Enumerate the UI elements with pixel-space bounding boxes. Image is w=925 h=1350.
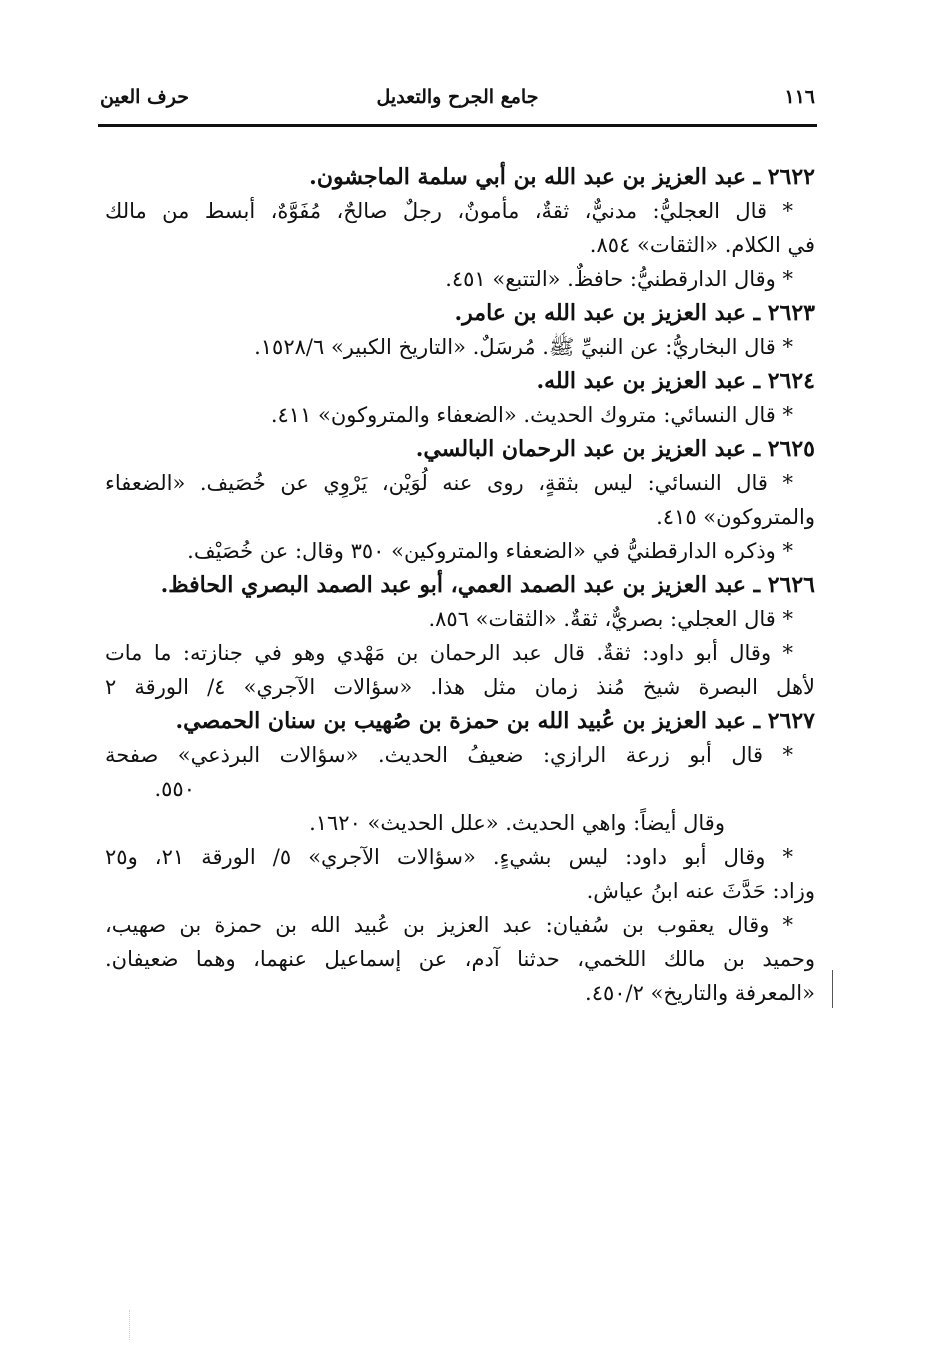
text-line: * وقال أبو داود: ثقةٌ. قال عبد الرحمان بن مَهْدي وهو في جنازته: ما مات (105, 641, 793, 665)
text-line: * قال النسائي: ليس بثقةٍ، روى عنه لُوَيْن، يَرْوِي عن خُصَيف. «الضعفاء (105, 471, 793, 495)
text-line: «المعرفة والتاريخ» ٤٥٠/٢. (585, 981, 815, 1005)
entry-heading: ٢٦٢٥ ـ عبد العزيز بن عبد الرحمان البالسي. (415, 436, 815, 462)
text-line: ٥٥٠. (154, 777, 195, 801)
text-line: وقال أيضاً: واهي الحديث. «علل الحديث» ١٦٢٠. (309, 811, 725, 835)
text-line: وحميد بن مالك اللخمي، حدثنا آدم، عن إسماعيل عنهما، وهما ضعيفان. (105, 947, 815, 971)
text-line: * وقال أبو داود: ليس بشيءٍ. «سؤالات الآجري» ٥/ الورقة ٢١، و٢٥ (105, 845, 793, 869)
text-line: * وقال الدارقطنيُّ: حافظٌ. «التتبع» ٤٥١. (445, 267, 793, 291)
text-line: في الكلام. «الثقات» ٨٥٤. (589, 233, 815, 257)
text-line: * وذكره الدارقطنيُّ في «الضعفاء والمتروكين» ٣٥٠ وقال: عن خُصَيْف. (187, 539, 793, 563)
entry-heading: ٢٦٢٧ ـ عبد العزيز بن عُبيد الله بن حمزة بن صُهيب بن سنان الحمصي. (175, 708, 815, 734)
entry-heading: ٢٦٢٢ ـ عبد العزيز بن عبد الله بن أبي سلمة الماجشون. (309, 164, 815, 190)
text-line: * قال العجليُّ: مدنيٌّ، ثقةٌ، مأمونٌ، رجلٌ صالحٌ، مُفَوَّهٌ، أبسط من مالك (105, 199, 793, 223)
header-rule (98, 124, 817, 127)
text-line: * قال العجلي: بصريٌّ، ثقةٌ. «الثقات» ٨٥٦. (428, 607, 793, 631)
margin-mark (832, 970, 833, 1008)
text-line: لأهل البصرة شيخ مُنذ زمان مثل هذا. «سؤالات الآجري» ٤/ الورقة ٢ (105, 675, 815, 699)
text-line: والمتروكون» ٤١٥. (656, 505, 815, 529)
text-line: * وقال يعقوب بن سُفيان: عبد العزيز بن عُبيد الله بن حمزة بن صهيب، (105, 913, 793, 937)
entry-heading: ٢٦٢٣ ـ عبد العزيز بن عبد الله بن عامر. (454, 300, 815, 326)
scan-artifact (129, 1310, 130, 1340)
book-title: جامع الجرح والتعديل (376, 86, 539, 108)
text-line: * قال أبو زرعة الرازي: ضعيفُ الحديث. «سؤالات البرذعي» صفحة (105, 743, 793, 767)
running-header (100, 82, 815, 122)
page-number: ١١٦ (784, 86, 815, 108)
body-text (105, 160, 815, 1010)
text-line: * قال البخاريُّ: عن النبيِّ ﷺ. مُرسَلٌ. «التاريخ الكبير» ١٥٢٨/٦. (254, 335, 793, 359)
text-line: وزاد: حَدَّثَ عنه ابنُ عياش. (586, 879, 815, 903)
text-line: * قال النسائي: متروك الحديث. «الضعفاء والمتروكون» ٤١١. (270, 403, 793, 427)
entry-heading: ٢٦٢٦ ـ عبد العزيز بن عبد الصمد العمي، أبو عبد الصمد البصري الحافظ. (160, 572, 815, 598)
section-title: حرف العين (100, 86, 189, 108)
entry-heading: ٢٦٢٤ ـ عبد العزيز بن عبد الله. (536, 368, 815, 394)
